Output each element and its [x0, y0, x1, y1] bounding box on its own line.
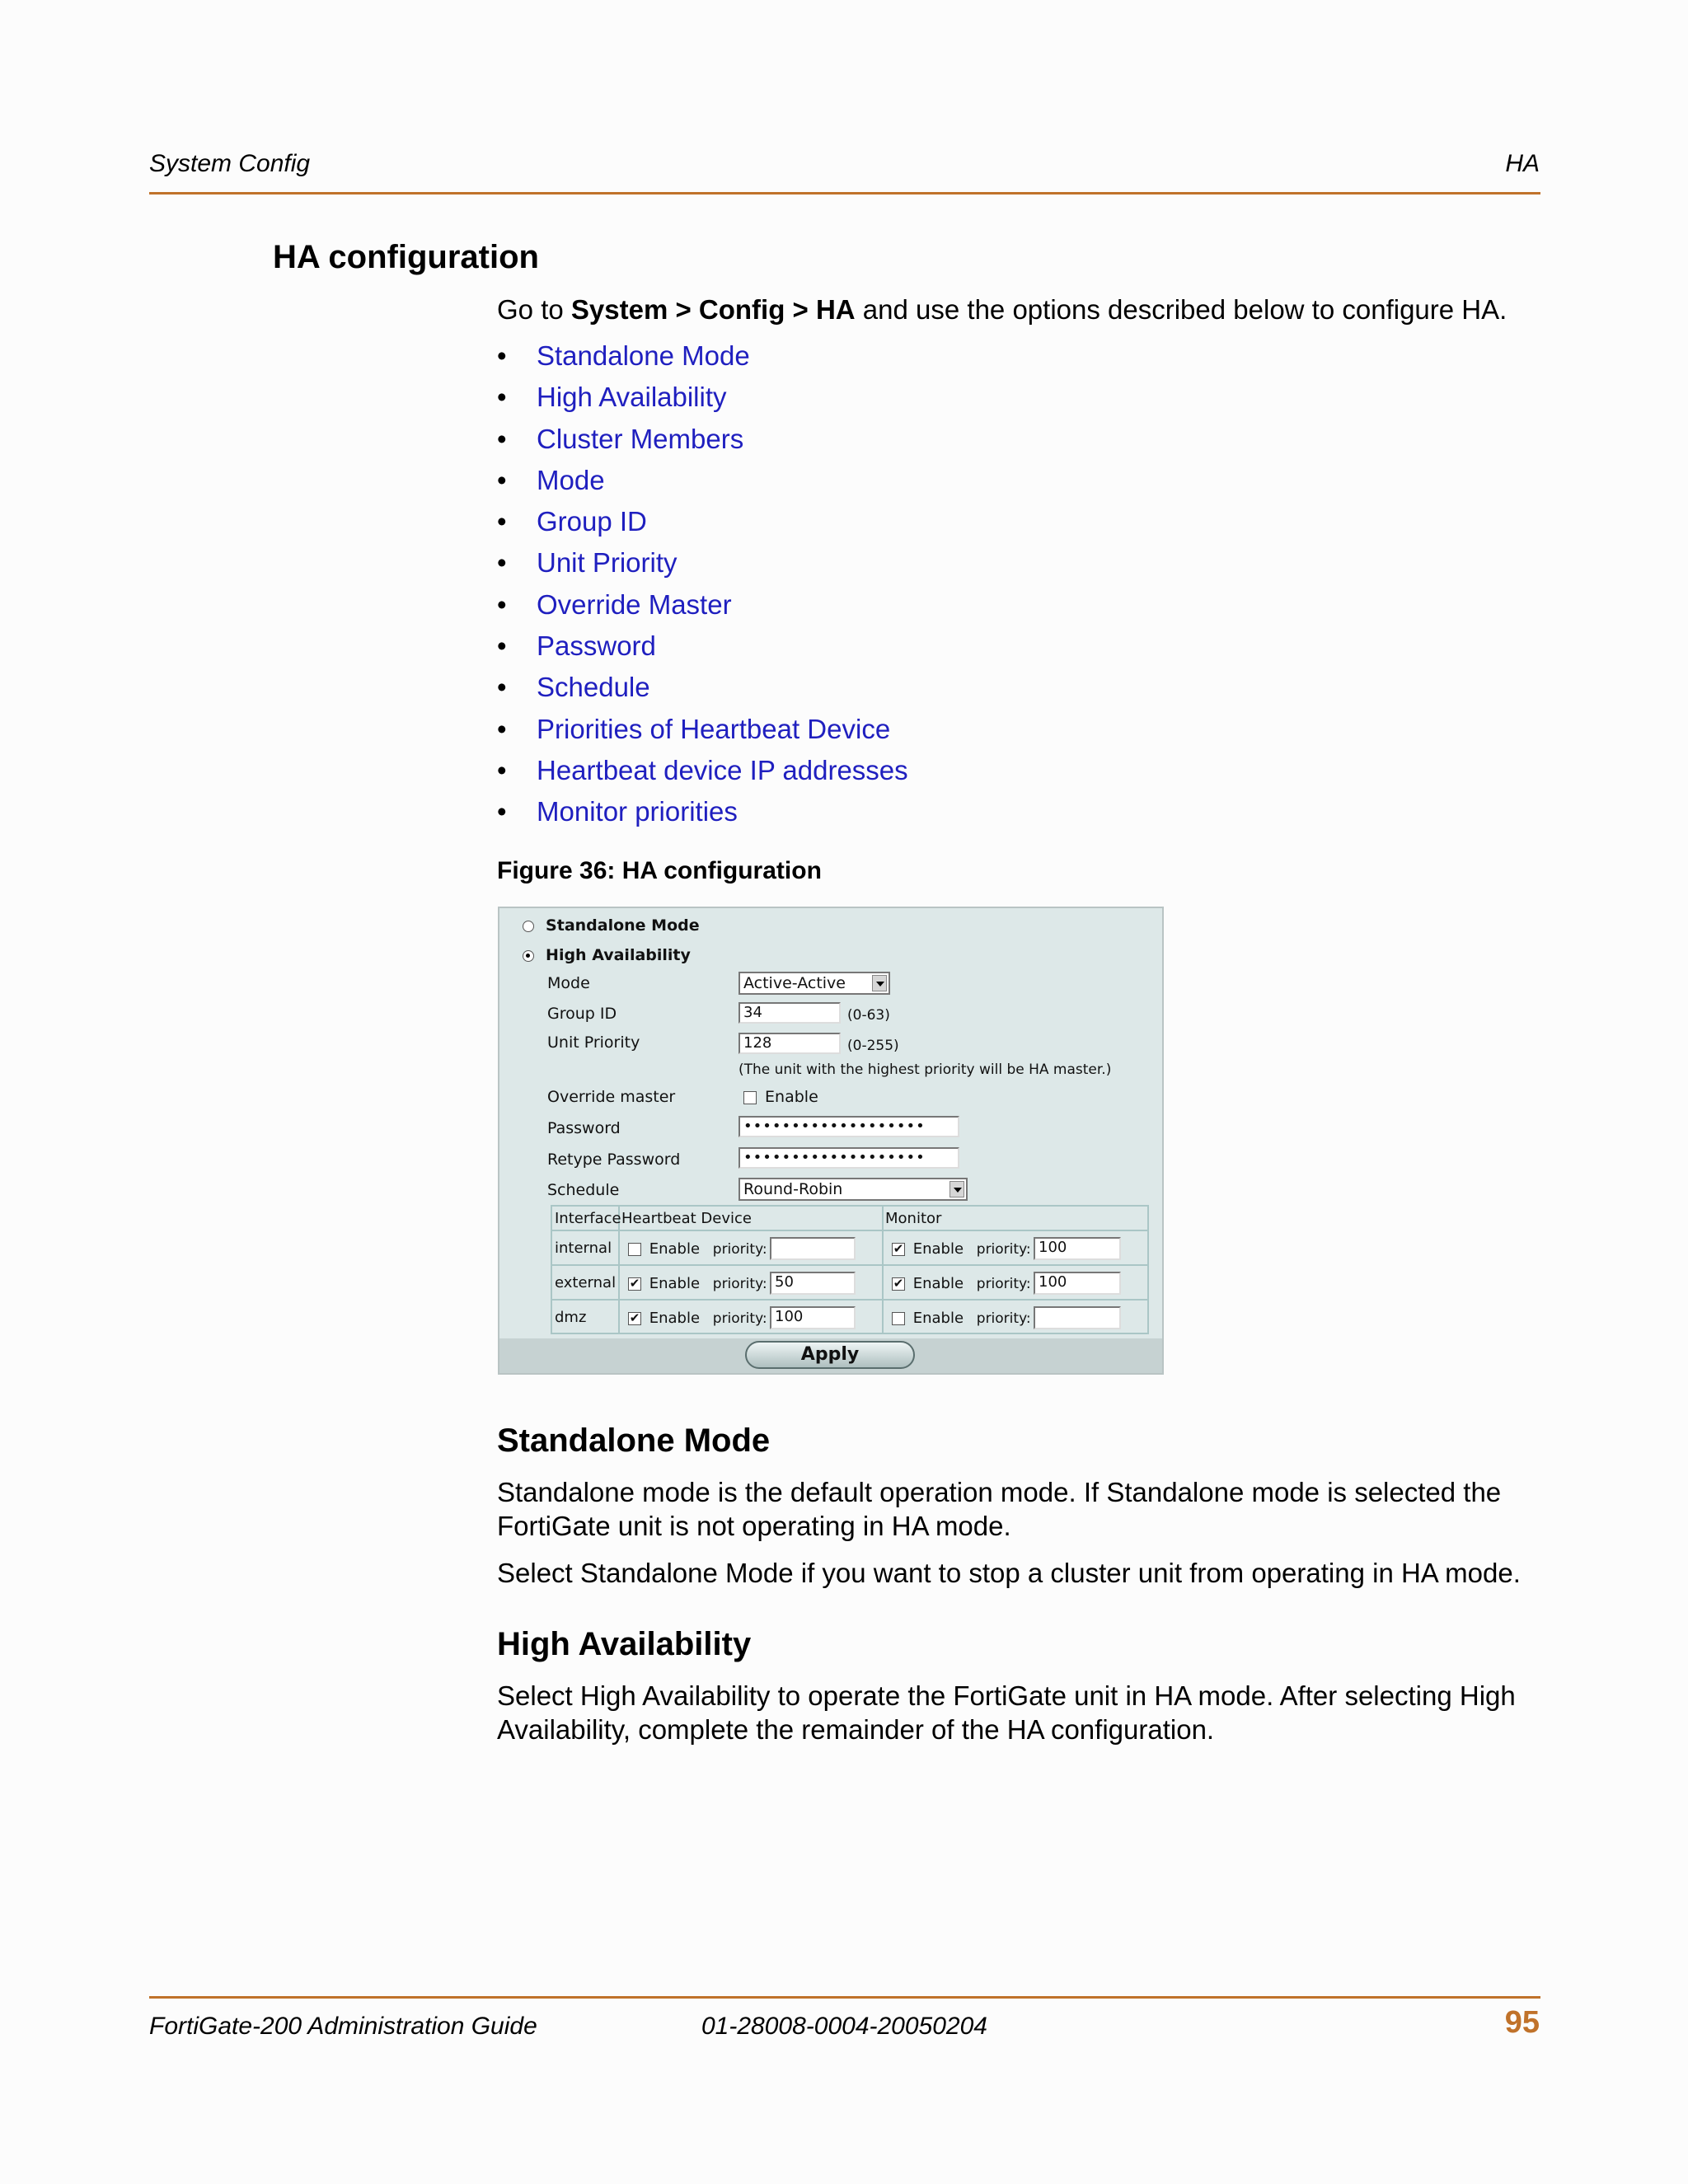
- list-item: • High Availability: [497, 382, 727, 413]
- link-password[interactable]: Password: [537, 630, 656, 662]
- running-header-left: System Config: [149, 150, 311, 177]
- footer-rule: [149, 1996, 1540, 1999]
- footer-guide-title: FortiGate-200 Administration Guide: [149, 2013, 537, 2040]
- footer-doc-number: 01-28008-0004-20050204: [701, 2013, 987, 2040]
- link-cluster-members[interactable]: Cluster Members: [537, 423, 744, 454]
- schedule-select-value: Round-Robin: [743, 1180, 843, 1198]
- mode-label: Mode: [547, 974, 590, 992]
- ha-option[interactable]: [523, 946, 691, 964]
- hb-priority-external[interactable]: 50: [770, 1272, 856, 1295]
- link-group-id[interactable]: Group ID: [537, 506, 647, 537]
- list-item: • Schedule: [497, 672, 650, 703]
- link-mode[interactable]: Mode: [537, 464, 605, 495]
- standalone-paragraph-1: Standalone mode is the default operation mode. If Standalone mode is selected the FortiGate unit is not operating in HA mode.: [497, 1477, 1502, 1541]
- ha-heading: High Availability: [497, 1626, 752, 1662]
- link-standalone-mode[interactable]: Standalone Mode: [537, 340, 750, 371]
- standalone-paragraph-2: Select Standalone Mode if you want to stop a cluster unit from operating in HA mode.: [497, 1558, 1521, 1588]
- link-priorities-heartbeat[interactable]: Priorities of Heartbeat Device: [537, 713, 891, 744]
- list-item: • Mode: [497, 464, 605, 495]
- list-item: • Monitor priorities: [497, 796, 738, 827]
- ha-body: [497, 1679, 1544, 1760]
- section-title: HA configuration: [273, 239, 539, 275]
- apply-button[interactable]: Apply: [745, 1341, 915, 1369]
- intro-path: System > Config > HA: [570, 294, 856, 325]
- mon-priority-internal[interactable]: 100: [1034, 1237, 1121, 1260]
- mon-checkbox-external[interactable]: ✔: [893, 1276, 904, 1291]
- unit-priority-note: (The unit with the highest priority will be HA master.): [738, 1062, 1112, 1078]
- override-enable-label: Enable: [765, 1088, 818, 1106]
- mon-enable-internal[interactable]: ✔ Enable priority:: [893, 1240, 1031, 1258]
- intro-paragraph: [497, 293, 1568, 326]
- mode-select-value: Active-Active: [743, 974, 846, 992]
- mon-priority-dmz[interactable]: [1034, 1306, 1121, 1329]
- unit-priority-input[interactable]: 128: [738, 1033, 841, 1054]
- hb-enable-internal[interactable]: Enable priority:: [628, 1240, 767, 1258]
- ha-radio-label: High Availability: [546, 946, 691, 964]
- mode-select[interactable]: [738, 972, 890, 995]
- running-header-right: HA: [1505, 150, 1540, 177]
- table-divider: [552, 1299, 1147, 1301]
- hb-priority-dmz[interactable]: 100: [770, 1306, 856, 1329]
- link-high-availability[interactable]: High Availability: [537, 382, 727, 413]
- table-divider: [882, 1207, 884, 1333]
- col-header-monitor: Monitor: [885, 1210, 942, 1227]
- password-label: Password: [547, 1119, 621, 1137]
- hb-checkbox-internal[interactable]: [628, 1243, 641, 1256]
- list-item: • Heartbeat device IP addresses: [497, 754, 908, 785]
- group-id-range: (0-63): [847, 1007, 890, 1024]
- figure-caption: Figure 36: HA configuration: [497, 857, 822, 884]
- mon-enable-external[interactable]: ✔ Enable priority:: [893, 1275, 1031, 1292]
- heartbeat-monitor-table: [551, 1205, 1149, 1334]
- override-master-label: Override master: [547, 1088, 676, 1106]
- standalone-heading: Standalone Mode: [497, 1422, 771, 1459]
- chevron-down-icon: [872, 975, 887, 991]
- group-id-label: Group ID: [547, 1005, 617, 1023]
- table-divider: [552, 1264, 1147, 1266]
- intro-post: and use the options described below to configure HA.: [855, 294, 1507, 325]
- standalone-radio-label: Standalone Mode: [546, 916, 700, 935]
- row-interface-external: external: [555, 1274, 617, 1291]
- link-schedule[interactable]: Schedule: [537, 672, 650, 703]
- col-header-heartbeat: Heartbeat Device: [621, 1210, 752, 1227]
- intro-pre: Go to: [497, 294, 571, 325]
- apply-bar: [499, 1338, 1162, 1373]
- unit-priority-range: (0-255): [847, 1038, 899, 1054]
- list-item: • Priorities of Heartbeat Device: [497, 713, 891, 744]
- password-input[interactable]: •••••••••••••••••••: [738, 1116, 959, 1137]
- col-header-interface: Interface: [555, 1210, 621, 1227]
- ha-paragraph-1: Select High Availability to operate the FortiGate unit in HA mode. After selecting High Availability, complete the remainder of the HA configuration.: [497, 1680, 1516, 1745]
- header-rule: [149, 192, 1540, 194]
- override-enable-option[interactable]: [743, 1088, 818, 1106]
- list-item: • Cluster Members: [497, 423, 744, 454]
- unit-priority-label: Unit Priority: [547, 1033, 640, 1052]
- link-override-master[interactable]: Override Master: [537, 588, 732, 620]
- schedule-select[interactable]: [738, 1178, 968, 1201]
- row-interface-internal: internal: [555, 1240, 612, 1257]
- group-id-input[interactable]: 34: [738, 1002, 841, 1024]
- link-heartbeat-ip[interactable]: Heartbeat device IP addresses: [537, 754, 908, 785]
- retype-password-label: Retype Password: [547, 1151, 681, 1169]
- link-unit-priority[interactable]: Unit Priority: [537, 547, 678, 579]
- standalone-radio[interactable]: [523, 921, 534, 932]
- list-item: • Password: [497, 630, 656, 662]
- mon-checkbox-dmz[interactable]: [892, 1312, 905, 1325]
- ha-config-figure: [498, 907, 1164, 1375]
- row-interface-dmz: dmz: [555, 1309, 587, 1326]
- option-link-list: [497, 340, 1239, 837]
- link-monitor-priorities[interactable]: Monitor priorities: [537, 796, 738, 827]
- standalone-body: [497, 1475, 1544, 1603]
- mon-priority-external[interactable]: 100: [1034, 1272, 1121, 1295]
- hb-enable-dmz[interactable]: ✔ Enable priority:: [629, 1310, 767, 1327]
- list-item: • Override Master: [497, 588, 732, 620]
- chevron-down-icon: [950, 1181, 964, 1197]
- hb-enable-external[interactable]: ✔ Enable priority:: [629, 1275, 767, 1292]
- retype-password-input[interactable]: •••••••••••••••••••: [738, 1147, 959, 1169]
- page-number: 95: [1504, 2005, 1540, 2040]
- list-item: • Unit Priority: [497, 547, 678, 579]
- list-item: • Standalone Mode: [497, 340, 750, 371]
- hb-priority-internal[interactable]: [770, 1237, 856, 1260]
- standalone-option[interactable]: [523, 916, 700, 935]
- list-item: • Group ID: [497, 506, 647, 537]
- override-checkbox[interactable]: [743, 1091, 757, 1104]
- mon-checkbox-internal[interactable]: ✔: [893, 1241, 904, 1256]
- ha-radio[interactable]: [523, 950, 534, 962]
- hb-checkbox-external[interactable]: ✔: [629, 1276, 640, 1291]
- schedule-label: Schedule: [547, 1181, 620, 1199]
- hb-checkbox-dmz[interactable]: ✔: [629, 1310, 640, 1325]
- mon-enable-dmz[interactable]: Enable priority:: [892, 1310, 1031, 1327]
- table-divider: [552, 1230, 1147, 1231]
